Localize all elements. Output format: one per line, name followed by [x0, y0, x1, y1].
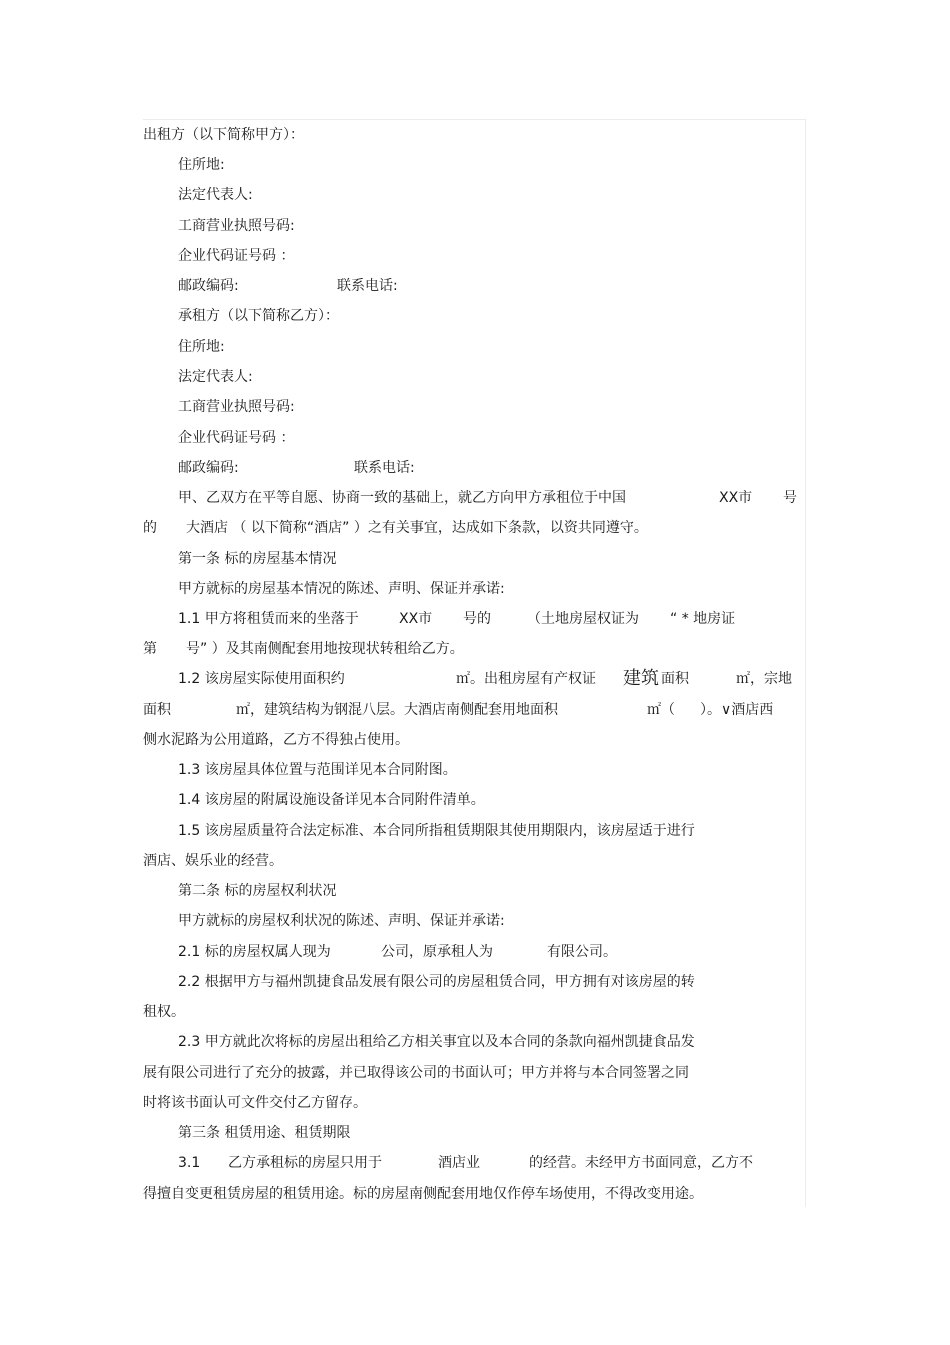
article-2-title: 第二条 标的房屋权利状况: [178, 883, 337, 899]
clause-1-2-line-1: 1.2 该房屋实际使用面积约 ㎡。出租房屋有产权证 建筑 面积 ㎡，宗地: [178, 668, 792, 689]
lessor-license: 工商营业执照号码:: [178, 218, 295, 234]
lessor-heading: 出租方（以下简称甲方）：: [143, 127, 304, 143]
clause-1-1-line-2: 第 号” ）及其南侧配套用地按现状转租给乙方。: [143, 641, 464, 657]
article-1-intro: 甲方就标的房屋基本情况的陈述、声明、保证并承诺:: [178, 581, 505, 597]
article-1-title: 第一条 标的房屋基本情况: [178, 551, 337, 567]
clause-2-1: 2.1 标的房屋权属人现为 公司，原承租人为 有限公司。: [178, 944, 617, 960]
lessee-postcode-phone: 邮政编码: 联系电话:: [178, 460, 415, 476]
lessee-address: 住所地:: [178, 339, 225, 355]
article-2-intro: 甲方就标的房屋权利状况的陈述、声明、保证并承诺:: [178, 913, 505, 929]
clause-1-3: 1.3 该房屋具体位置与范围详见本合同附图。: [178, 762, 457, 778]
lessee-org-code: 企业代码证号码 ：: [178, 430, 295, 446]
preamble-line-1: 甲、乙双方在平等自愿、协商一致的基础上，就乙方向甲方承租位于中国 XX市 号: [178, 490, 797, 506]
clause-2-3-line-3: 时将该书面认可文件交付乙方留存。: [143, 1095, 367, 1111]
clause-1-4: 1.4 该房屋的附属设施设备详见本合同附件清单。: [178, 792, 485, 808]
lessee-representative: 法定代表人:: [178, 369, 253, 385]
lessee-license: 工商营业执照号码:: [178, 399, 295, 415]
clause-1-2-line-2: 面积 ㎡，建筑结构为钢混八层。大酒店南侧配套用地面积 ㎡（ ）。∨酒店西: [143, 702, 774, 718]
lessor-postcode-phone: 邮政编码: 联系电话:: [178, 278, 398, 294]
preamble-line-2: 的 大酒店 （ 以下简称“酒店” ）之有关事宜，达成如下条款，以资共同遵守。: [143, 520, 648, 536]
clause-1-5-line-1: 1.5 该房屋质量符合法定标准、本合同所指租赁期限其使用期限内，该房屋适于进行: [178, 823, 695, 839]
clause-3-1-line-1: 3.1 乙方承租标的房屋只用于 酒店业 的经营。未经甲方书面同意，乙方不: [178, 1155, 753, 1171]
clause-2-2-line-1: 2.2 根据甲方与福州凯捷食品发展有限公司的房屋租赁合同，甲方拥有对该房屋的转: [178, 974, 695, 990]
clause-1-5-line-2: 酒店、娱乐业的经营。: [143, 853, 283, 869]
clause-1-1-line-1: 1.1 甲方将租赁而来的坐落于 XX市 号的 （土地房屋权证为 “ * 地房证: [178, 611, 736, 627]
lessee-heading: 承租方（以下简称乙方）：: [178, 308, 339, 324]
clause-3-1-line-2: 得擅自变更租赁房屋的租赁用途。标的房屋南侧配套用地仅作停车场使用，不得改变用途。: [143, 1186, 703, 1202]
lessor-org-code: 企业代码证号码 ：: [178, 248, 295, 264]
article-3-title: 第三条 租赁用途、租赁期限: [178, 1125, 351, 1141]
clause-2-3-line-1: 2.3 甲方就此次将标的房屋出租给乙方相关事宜以及本合同的条款向福州凯捷食品发: [178, 1034, 695, 1050]
clause-1-2-line-3: 侧水泥路为公用道路，乙方不得独占使用。: [143, 732, 409, 748]
lessor-representative: 法定代表人:: [178, 187, 253, 203]
clause-2-3-line-2: 展有限公司进行了充分的披露，并已取得该公司的书面认可；甲方并将与本合同签署之同: [143, 1065, 689, 1081]
clause-2-2-line-2: 租权。: [143, 1004, 185, 1020]
lessor-address: 住所地:: [178, 157, 225, 173]
